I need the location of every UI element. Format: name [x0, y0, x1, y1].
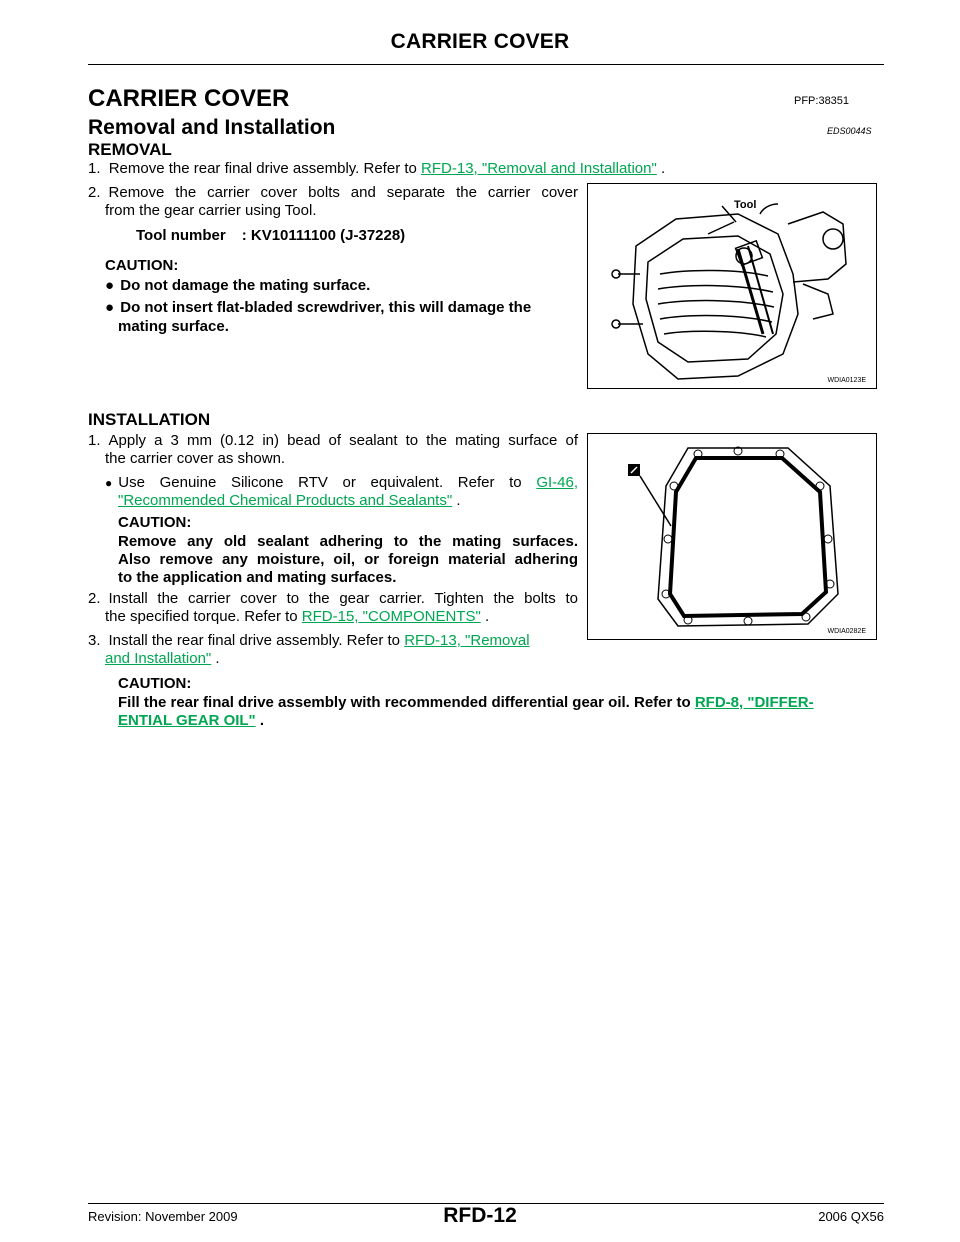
install-caution2-title: CAUTION: [118, 675, 192, 692]
link-rfd-8[interactable]: RFD-8, "DIFFER- [694, 694, 814, 711]
pfp-code: PFP:38351 [794, 95, 850, 107]
bullet-dot: ● [105, 476, 113, 490]
section-title: CARRIER COVER [88, 85, 290, 112]
step-text-line1: Remove the carrier cover bolts and separate the carrier cover [108, 184, 578, 201]
step-number: 1. [88, 432, 101, 449]
callout-tool: Tool [734, 199, 757, 211]
footer-model: 2006 QX56 [818, 1209, 884, 1224]
footer-page-number: RFD-12 [443, 1204, 517, 1227]
tool-value: : KV10111100 (J-37228) [241, 227, 406, 244]
eds-code: EDS0044S [827, 126, 872, 136]
removal-step-2 [88, 184, 578, 220]
step-text: Remove the rear final drive assembly. Refer to [108, 160, 422, 177]
step-number: 2. [88, 184, 101, 201]
link-gi-46[interactable]: GI-46, [536, 474, 578, 491]
carrier-cover-illustration [588, 434, 876, 639]
removal-caution-2: ● Do not insert flat-bladed screwdriver, this will damage the [105, 299, 532, 316]
step-number: 3. [88, 632, 101, 649]
header-divider [88, 64, 884, 65]
install-bullet: ● Use Genuine Silicone RTV or equivalent. Refer to GI-46, "Recommended Chemical Products and Sealants" . [105, 474, 578, 509]
link-rfd-8-cont[interactable]: ENTIAL GEAR OIL" [118, 712, 256, 729]
bullet-dot: ● [105, 299, 115, 316]
tool-label: Tool number [136, 227, 226, 244]
page-header-title: CARRIER COVER [390, 30, 570, 53]
install-step-2: 2. Install the carrier cover to the gear carrier. Tighten the bolts to the specified torque. Refer to RFD-15, "COMPONENTS" . [88, 590, 578, 625]
install-caution-text: Remove any old sealant adhering to the mating surfaces. Also remove any moisture, oil, or foreign material adhering to the application and mating surfaces. [118, 533, 578, 586]
figure-carrier-removal [587, 183, 877, 389]
figure-code: WDIA0282E [827, 628, 866, 635]
step-number: 2. [88, 590, 101, 607]
link-rfd-13-removal[interactable]: RFD-13, "Removal [404, 632, 530, 649]
removal-caution-1: ● Do not damage the mating surface. [105, 277, 371, 294]
removal-caution-2-cont: mating surface. [118, 318, 229, 335]
link-rfd-15[interactable]: RFD-15, "COMPONENTS" [301, 608, 481, 625]
installation-heading: INSTALLATION [88, 410, 211, 429]
tool-table [136, 227, 421, 244]
removal-heading: REMOVAL [88, 140, 172, 159]
install-caution-title: CAUTION: [118, 514, 192, 531]
figure-code: WDIA0123E [827, 377, 866, 384]
install-step-1: 1. Apply a 3 mm (0.12 in) bead of sealant to the mating surface of the carrier cover as shown. [88, 432, 578, 467]
install-step-3: 3. Install the rear final drive assembly. Refer to RFD-13, "Removal and Installation" . [88, 632, 530, 667]
step-number: 1. [88, 160, 101, 177]
install-caution2-text: Fill the rear final drive assembly with recommended differential gear oil. Refer to RFD-8, "DIFFER- ENTIAL GEAR OIL" . [118, 694, 814, 729]
bullet-dot: ● [105, 277, 115, 294]
step-text-line2: from the gear carrier using Tool. [105, 202, 317, 219]
removal-caution-title: CAUTION: [105, 257, 179, 274]
step-after: . [656, 160, 666, 177]
figure-carrier-cover-sealant [587, 433, 877, 640]
link-rfd-13-installation[interactable]: and Installation" [105, 650, 212, 667]
subsection-title: Removal and Installation [88, 116, 336, 139]
link-recommended-chemicals[interactable]: "Recommended Chemical Products and Sealants" [118, 492, 453, 509]
link-rfd-13[interactable]: RFD-13, "Removal and Installation" [421, 160, 657, 177]
footer-revision: Revision: November 2009 [88, 1209, 238, 1224]
carrier-tool-illustration [588, 184, 876, 388]
removal-step-1 [88, 160, 888, 178]
